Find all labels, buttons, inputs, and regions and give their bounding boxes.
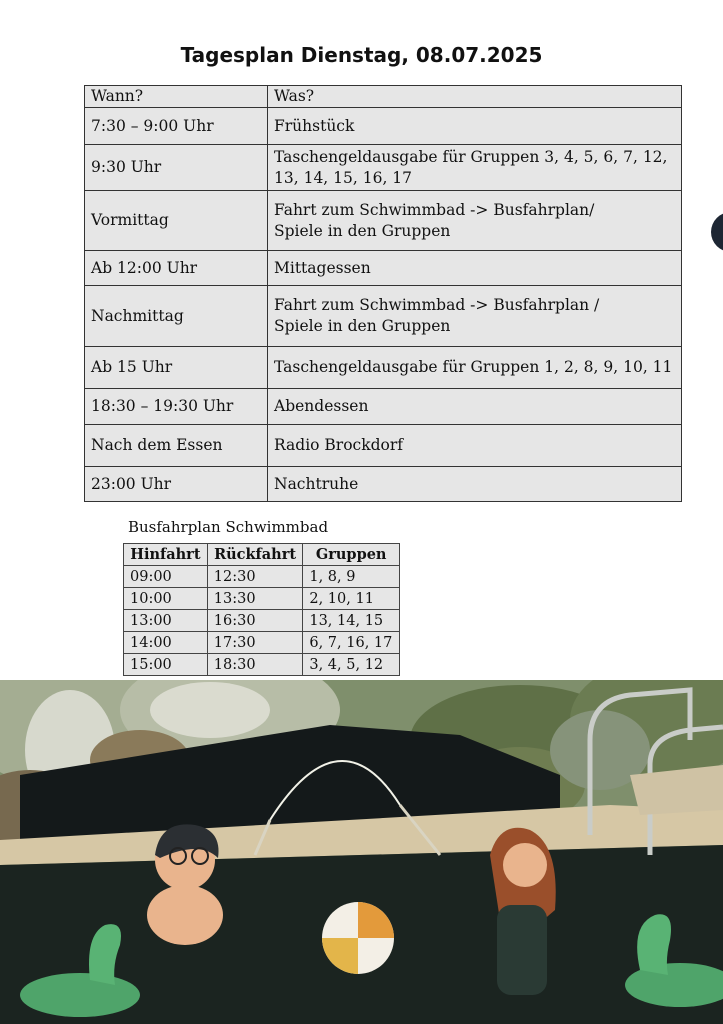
schedule-when: Ab 12:00 Uhr <box>85 251 268 286</box>
page-title: Tagesplan Dienstag, 08.07.2025 <box>180 43 543 67</box>
bus-header-return: Rückfahrt <box>207 544 303 566</box>
schedule-table <box>84 85 682 502</box>
bus-header-row <box>124 544 400 566</box>
schedule-header-what: Was? <box>268 86 682 108</box>
schedule-row <box>85 389 682 425</box>
bus-return: 17:30 <box>207 632 303 654</box>
bus-return: 16:30 <box>207 610 303 632</box>
schedule-when: Nachmittag <box>85 286 268 347</box>
schedule-row <box>85 191 682 251</box>
schedule-when: Nach dem Essen <box>85 425 268 467</box>
schedule-what: Taschengeldausgabe für Gruppen 3, 4, 5, 6, 7, 12, 13, 14, 15, 16, 17 <box>268 145 682 191</box>
bus-row <box>124 654 400 676</box>
bus-groups: 6, 7, 16, 17 <box>303 632 400 654</box>
beach-ball-icon <box>322 902 394 974</box>
bus-return: 12:30 <box>207 566 303 588</box>
schedule-what: Fahrt zum Schwimmbad -> Busfahrplan/ Spiele in den Gruppen <box>268 191 682 251</box>
bus-departure: 14:00 <box>124 632 208 654</box>
bus-row <box>124 610 400 632</box>
bus-return: 13:30 <box>207 588 303 610</box>
bus-departure: 15:00 <box>124 654 208 676</box>
bus-groups: 1, 8, 9 <box>303 566 400 588</box>
schedule-what: Radio Brockdorf <box>268 425 682 467</box>
schedule-row <box>85 467 682 502</box>
schedule-row <box>85 286 682 347</box>
bus-schedule-title: Busfahrplan Schwimmbad <box>128 518 329 536</box>
schedule-when: 7:30 – 9:00 Uhr <box>85 108 268 145</box>
schedule-row <box>85 145 682 191</box>
schedule-row <box>85 425 682 467</box>
schedule-what: Fahrt zum Schwimmbad -> Busfahrplan / Spiele in den Gruppen <box>268 286 682 347</box>
schedule-what: Nachtruhe <box>268 467 682 502</box>
schedule-what: Frühstück <box>268 108 682 145</box>
pool-illustration <box>0 680 723 1024</box>
bus-groups: 13, 14, 15 <box>303 610 400 632</box>
schedule-when: 23:00 Uhr <box>85 467 268 502</box>
bus-return: 18:30 <box>207 654 303 676</box>
schedule-when: 9:30 Uhr <box>85 145 268 191</box>
schedule-row <box>85 347 682 389</box>
bus-departure: 13:00 <box>124 610 208 632</box>
schedule-what: Mittagessen <box>268 251 682 286</box>
schedule-when: 18:30 – 19:30 Uhr <box>85 389 268 425</box>
bus-header-groups: Gruppen <box>303 544 400 566</box>
schedule-what: Taschengeldausgabe für Gruppen 1, 2, 8, 9, 10, 11 <box>268 347 682 389</box>
page-edge-dot <box>711 212 723 252</box>
bus-departure: 09:00 <box>124 566 208 588</box>
schedule-row <box>85 251 682 286</box>
bus-row <box>124 588 400 610</box>
bus-groups: 2, 10, 11 <box>303 588 400 610</box>
schedule-header-when: Wann? <box>85 86 268 108</box>
bus-departure: 10:00 <box>124 588 208 610</box>
schedule-what: Abendessen <box>268 389 682 425</box>
bus-groups: 3, 4, 5, 12 <box>303 654 400 676</box>
bus-row <box>124 632 400 654</box>
bus-header-departure: Hinfahrt <box>124 544 208 566</box>
schedule-header-row <box>85 86 682 108</box>
bus-schedule-table <box>123 543 400 676</box>
schedule-row <box>85 108 682 145</box>
schedule-when: Ab 15 Uhr <box>85 347 268 389</box>
schedule-when: Vormittag <box>85 191 268 251</box>
bus-row <box>124 566 400 588</box>
